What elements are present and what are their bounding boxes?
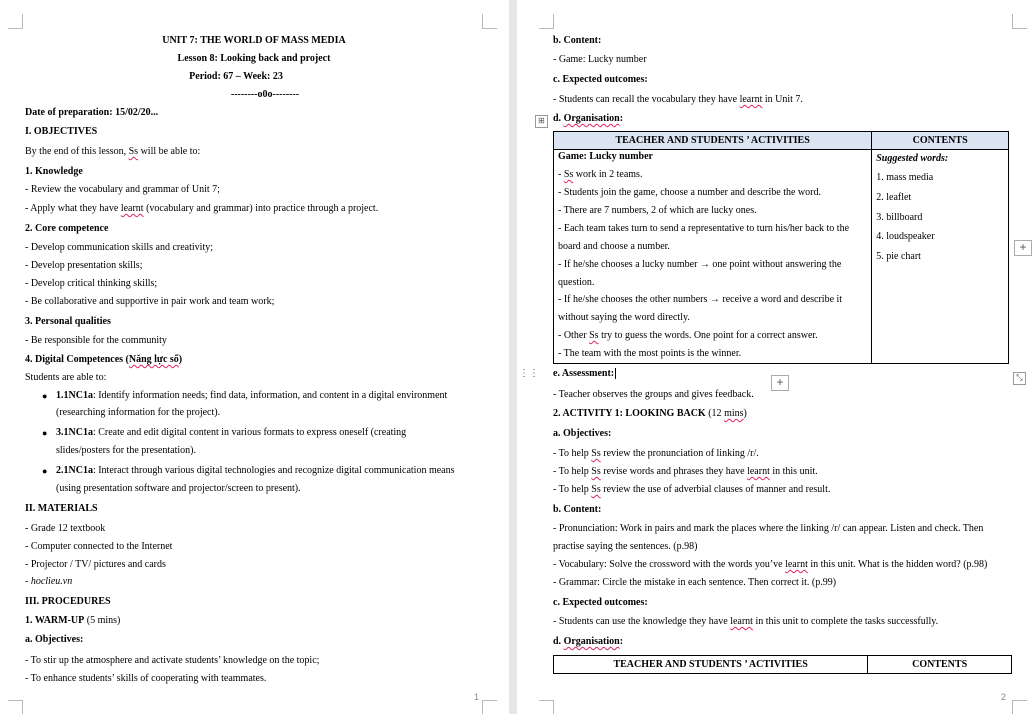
content-line: practise saying the sentences. (p.98) [553,541,698,552]
drag-handle-icon[interactable]: ⋮⋮ [519,368,539,379]
activity-line: board and choose a number. [558,241,670,252]
activity-line: question. [558,277,595,288]
activity-line: without saying the word directly. [558,312,690,323]
by-end-line: By the end of this lesson, Ss will be able to: [25,146,201,157]
doc-title: UNIT 7: THE WORLD OF MASS MEDIA [162,35,346,46]
lesson-title: Lesson 8: Looking back and project [177,53,331,64]
material-item: - Projector / TV/ pictures and cards [25,559,166,570]
table-header-contents: CONTENTS [872,132,1009,150]
assessment-line: - Teacher observes the groups and gives feedback. [553,389,754,400]
table-move-handle-icon[interactable]: ⊞ [535,115,548,128]
knowledge-heading: 1. Knowledge [25,166,83,177]
activity-line: - If he/she chooses a lucky number → one point without answering the [558,259,842,270]
students-able-line: Students are able to: [25,372,107,383]
page-number: 1 [474,692,480,702]
competence-item: - Develop communication skills and creativity; [25,242,214,253]
objectives-heading: I. OBJECTIVES [25,126,98,137]
game-line: - Game: Lucky number [553,54,647,65]
activity-line: - If he/she chooses the other numbers → receive a word and describe it [558,294,843,305]
expected-outcome-line: - Students can use the knowledge they have learnt in this unit to complete the tasks successfully. [553,616,939,627]
crop-mark [539,700,554,714]
crop-mark [8,700,23,714]
material-item: - Computer connected to the Internet [25,541,173,552]
period-line: Period: 67 – Week: 23 [189,71,283,82]
competence-item: - Develop critical thinking skills; [25,278,158,289]
core-competence-heading: 2. Core competence [25,223,109,234]
objectives-subheading: a. Objectives: [553,428,612,439]
warmup-objective: - To enhance students’ skills of cooperating with teammates. [25,673,267,684]
activity-line: - Students join the game, choose a number and describe the word. [558,187,821,198]
activity1-heading: 2. ACTIVITY 1: LOOKING BACK (12 mins) [553,408,747,419]
expected-outcomes-heading: c. Expected outcomes: [553,74,648,85]
digital-bullet-item: ● 1.1NC1a: Identify information needs; find data, information, and content in a digital environment [42,390,448,401]
game-title: Game: Lucky number [558,151,653,162]
organisation-heading: d. Organisation: [553,113,624,124]
digital-competences-heading: 4. Digital Competences (Năng lực số) [25,354,183,365]
expected-outcomes-heading: c. Expected outcomes: [553,597,648,608]
text-cursor [615,368,616,379]
objectives-subheading: a. Objectives: [25,634,84,645]
page-1 [0,0,509,714]
personal-qualities-heading: 3. Personal qualities [25,316,111,327]
table-header-contents: CONTENTS [868,656,1012,674]
objective-line: - To help Ss review the use of adverbial clauses of manner and result. [553,484,831,495]
crop-mark [1012,700,1027,714]
knowledge-item: - Apply what they have learnt (vocabulary and grammar) into practice through a project. [25,203,379,214]
bullet-icon: ● [42,428,48,438]
competence-item: - Develop presentation skills; [25,260,143,271]
warmup-objective: - To stir up the atmosphere and activate students’ knowledge on the topic; [25,655,320,666]
add-column-icon[interactable]: + [1014,240,1032,256]
suggested-word: 2. leaflet [876,192,912,203]
suggested-word: 4. loudspeaker [876,231,935,242]
suggested-words-label: Suggested words: [876,153,949,164]
content-heading: b. Content: [553,35,602,46]
warmup-heading: 1. WARM-UP (5 mins) [25,615,121,626]
suggested-word: 1. mass media [876,172,934,183]
materials-heading: II. MATERIALS [25,503,98,514]
digital-bullet-continuation: (using presentation software and projector/screen to present). [56,483,301,494]
activity-line: - Ss work in 2 teams. [558,169,643,180]
activity-line: - Other Ss try to guess the words. One point for a correct answer. [558,330,818,341]
content-line: - Vocabulary: Solve the crossword with the words you’ve learnt in this unit. What is the hidden word? (p.98) [553,559,988,570]
crop-mark [539,14,554,29]
content-subheading: b. Content: [553,504,602,515]
page-number: 2 [1001,692,1007,702]
table-resize-icon[interactable]: ⤡ [1013,372,1026,385]
objective-line: - To help Ss revise words and phrases they have learnt in this unit. [553,466,818,477]
digital-bullet-item: ● 2.1NC1a: Interact through various digital technologies and recognize digital communication means [42,465,455,476]
activity-line: - The team with the most points is the winner. [558,348,742,359]
activities-table-2 [553,655,1012,674]
expected-outcome-line: - Students can recall the vocabulary they have learnt in Unit 7. [553,94,803,105]
crop-mark [482,14,497,29]
date-of-preparation: Date of preparation: 15/02/20... [25,107,159,118]
suggested-word: 5. pie chart [876,251,921,262]
knowledge-item: - Review the vocabulary and grammar of Unit 7; [25,184,220,195]
crop-mark [1012,14,1027,29]
procedures-heading: III. PROCEDURES [25,596,111,607]
crop-mark [482,700,497,714]
objective-line: - To help Ss review the pronunciation of linking /r/. [553,448,759,459]
contents-cell[interactable] [872,150,1009,364]
content-line: - Pronunciation: Work in pairs and mark the places where the linking /r/ can appear. Listen and check. Then [553,523,984,534]
material-item: - Grade 12 textbook [25,523,106,534]
add-row-icon[interactable]: + [771,375,789,391]
assessment-heading: e. Assessment: [553,368,615,379]
material-item: - hoclieu.vn [25,576,73,587]
quality-item: - Be responsible for the community [25,335,167,346]
digital-bullet-item: ● 3.1NC1a: Create and edit digital content in various formats to express oneself (creating [42,427,407,438]
activity-line: - There are 7 numbers, 2 of which are lucky ones. [558,205,757,216]
table-header-activities: TEACHER AND STUDENTS ’ ACTIVITIES [554,132,872,150]
suggested-word: 3. billboard [876,212,923,223]
activities-cell[interactable] [554,150,872,364]
bullet-icon: ● [42,466,48,476]
crop-mark [8,14,23,29]
content-line: - Grammar: Circle the mistake in each sentence. Then correct it. (p.99) [553,577,837,588]
digital-bullet-continuation: (researching information for the project). [56,407,221,418]
table-header-activities: TEACHER AND STUDENTS ’ ACTIVITIES [554,656,868,674]
activities-table [553,131,1009,364]
activity-line: - Each team takes turn to send a representative to turn his/her back to the [558,223,850,234]
page-2 [517,0,1035,714]
organisation-heading: d. Organisation: [553,636,624,647]
bullet-icon: ● [42,391,48,401]
separator: --------o0o-------- [230,89,300,100]
digital-bullet-continuation: slides/posters for the presentation). [56,445,196,456]
competence-item: - Be collaborative and supportive in pair work and team work; [25,296,275,307]
